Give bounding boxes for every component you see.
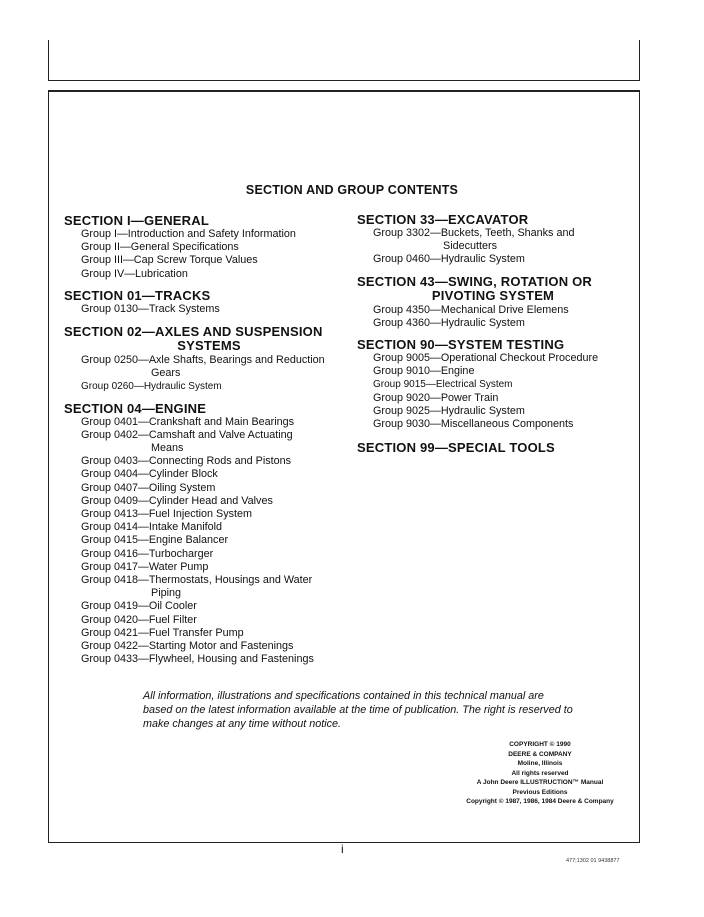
disclaimer: All information, illustrations and specifications contained in this technical manual are based on the latest information available at the time of publication. The right is reserved to make changes at any time without notice. — [143, 690, 573, 730]
group-item: Group 0422—Starting Motor and Fastenings — [81, 640, 294, 653]
section-title-line1: SECTION 02—AXLES AND SUSPENSION — [64, 324, 323, 340]
section-axles — [64, 325, 354, 394]
group-item: Group 0415—Engine Balancer — [81, 534, 229, 547]
section-title-line2: SYSTEMS — [177, 338, 241, 354]
section-title: SECTION 04—ENGINE — [64, 400, 207, 416]
section-special-tools — [357, 441, 629, 455]
group-item-text: Group 0402—Camshaft and Valve Actuating — [81, 428, 293, 441]
group-item: Group 0260—Hydraulic System — [81, 381, 222, 393]
group-item: Group 0403—Connecting Rods and Pistons — [81, 455, 292, 468]
group-item: Group 0413—Fuel Injection System — [81, 508, 253, 521]
section-title: SECTION 99—SPECIAL TOOLS — [357, 440, 555, 456]
section-title-line2: PIVOTING SYSTEM — [431, 287, 555, 303]
left-column — [64, 214, 354, 666]
group-item: Group 0404—Cylinder Block — [81, 468, 218, 481]
group-item: Group 0401—Crankshaft and Main Bearings — [81, 415, 295, 428]
section-testing — [357, 338, 629, 431]
group-item-text: Group 0418—Thermostats, Housings and Water — [81, 574, 313, 587]
group-item: Group II—General Specifications — [81, 241, 239, 254]
group-item: Group 0409—Cylinder Head and Valves — [81, 494, 273, 507]
group-item: Group 0419—Oil Cooler — [81, 600, 197, 613]
document-code: 477;1302 01 9438877 — [566, 858, 620, 864]
section-title — [357, 275, 629, 303]
group-item-wrap: Means — [151, 442, 184, 455]
section-title: SECTION I—GENERAL — [64, 213, 209, 228]
group-item: Group 9030—Miscellaneous Components — [373, 418, 574, 431]
section-title — [64, 325, 354, 353]
group-item: Group IV—Lubrication — [81, 267, 188, 280]
group-item-text: Group 3302—Buckets, Teeth, Shanks and — [373, 227, 575, 239]
group-item: Group 9010—Engine — [373, 365, 475, 378]
copyright-line: A John Deere ILLUSTRUCTION™ Manual — [476, 779, 604, 786]
group-item-wrap: Sidecutters — [443, 240, 498, 253]
top-frame — [48, 40, 640, 81]
group-item: Group I—Introduction and Safety Information — [81, 228, 296, 240]
group-item: Group 9020—Power Train — [373, 391, 499, 404]
group-item — [64, 354, 354, 380]
group-item: Group 9005—Operational Checkout Procedure — [373, 352, 599, 365]
copyright-line: Previous Editions — [512, 788, 568, 796]
section-title: SECTION 01—TRACKS — [64, 287, 211, 303]
group-item: Group 0433—Flywheel, Housing and Fastenings — [81, 653, 314, 666]
copyright-line: DEERE & COMPANY — [508, 750, 572, 758]
right-column — [357, 213, 629, 455]
section-excavator — [357, 213, 629, 267]
group-item — [64, 429, 354, 455]
section-tracks — [64, 289, 354, 316]
group-item — [357, 227, 629, 253]
group-item — [64, 574, 354, 600]
section-title: SECTION 33—EXCAVATOR — [357, 212, 529, 227]
group-item: Group 9025—Hydraulic System — [373, 404, 525, 417]
group-item: Group 4350—Mechanical Drive Elemens — [373, 303, 569, 316]
section-swing — [357, 275, 629, 330]
copyright-block — [440, 740, 640, 807]
group-item-wrap: Gears — [151, 367, 181, 380]
group-item: Group 0130—Track Systems — [81, 302, 220, 315]
section-general — [64, 214, 354, 281]
group-item: Group 9015—Electrical System — [373, 379, 513, 391]
section-engine — [64, 402, 354, 667]
group-item: Group 0417—Water Pump — [81, 560, 209, 573]
group-item: Group 0420—Fuel Filter — [81, 613, 197, 626]
group-item: Group 0416—Turbocharger — [81, 547, 214, 560]
group-item: Group 0414—Intake Manifold — [81, 521, 223, 534]
group-item: Group 4360—Hydraulic System — [373, 316, 525, 329]
page-title: SECTION AND GROUP CONTENTS — [245, 183, 459, 197]
copyright-line: All rights reserved — [511, 769, 569, 777]
group-item-text: Group 0250—Axle Shafts, Bearings and Reduction — [81, 354, 325, 367]
group-item-wrap: Piping — [151, 587, 182, 600]
copyright-line: Moline, Illinois — [517, 760, 563, 767]
group-item: Group III—Cap Screw Torque Values — [81, 254, 258, 267]
copyright-line: Copyright © 1987, 1986, 1984 Deere & Company — [466, 798, 614, 805]
section-title: SECTION 90—SYSTEM TESTING — [357, 337, 565, 353]
group-item: Group 0460—Hydraulic System — [373, 253, 525, 266]
page-number: i — [341, 842, 344, 856]
group-item: Group 0407—Oiling System — [81, 481, 216, 494]
group-item: Group 0421—Fuel Transfer Pump — [81, 626, 244, 639]
copyright-line: COPYRIGHT © 1990 — [509, 741, 571, 748]
section-title-line1: SECTION 43—SWING, ROTATION OR — [357, 273, 592, 289]
